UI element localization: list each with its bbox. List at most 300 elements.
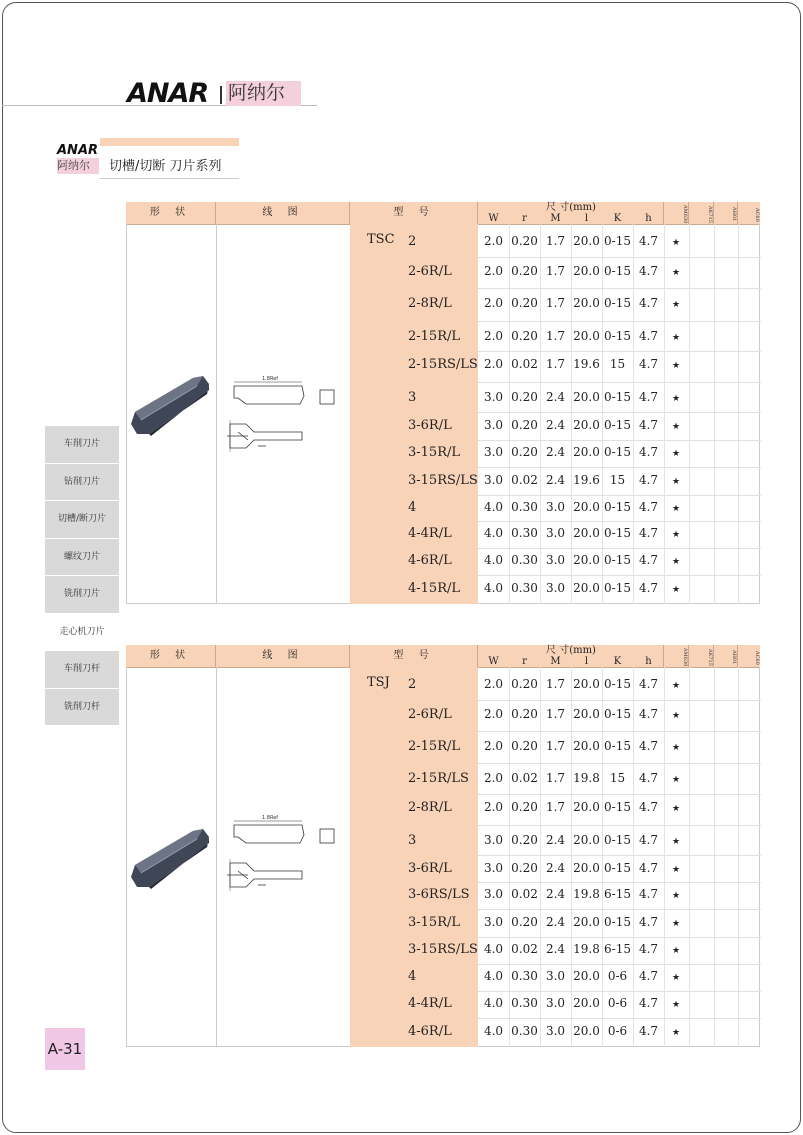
drawing-column [216, 224, 351, 604]
dim-header-r: r [522, 656, 527, 667]
dim-r: 0.20 [511, 296, 538, 310]
model-code: 2-6R/L [408, 707, 452, 722]
row-divider [478, 288, 761, 289]
model-prefix: TSJ [367, 675, 390, 690]
dim-m: 2.4 [545, 833, 566, 847]
dim-k: 0-15 [604, 677, 631, 691]
dim-l: 20.0 [573, 707, 600, 721]
dim-k: 0-15 [604, 915, 631, 929]
dim-h: 4.7 [638, 390, 659, 404]
dim-w: 4.0 [483, 969, 504, 983]
insert-photo [131, 829, 209, 889]
availability-star: ★ [672, 361, 681, 371]
availability-star: ★ [672, 891, 681, 901]
dim-k: 0-15 [604, 500, 631, 514]
dim-k: 0-15 [604, 707, 631, 721]
dim-l: 19.6 [573, 357, 600, 371]
dim-r: 0.30 [511, 581, 538, 595]
dim-m: 1.7 [545, 739, 566, 753]
dim-w: 2.0 [483, 771, 504, 785]
grid-vline [602, 224, 603, 604]
dim-l: 20.0 [573, 526, 600, 540]
series-title: 切槽/切断 刀片系列 [109, 159, 222, 174]
availability-star: ★ [672, 804, 681, 814]
model-code: 3-6R/L [408, 418, 452, 433]
dim-l: 20.0 [573, 833, 600, 847]
grid-vline [540, 667, 541, 1047]
dim-k: 6-15 [604, 942, 631, 956]
grid-vline [509, 224, 510, 604]
model-code: 2 [408, 677, 417, 692]
row-divider [478, 909, 761, 910]
model-code: 2-8R/L [408, 296, 452, 311]
dim-l: 20.0 [573, 861, 600, 875]
dim-w: 3.0 [483, 418, 504, 432]
dim-m: 2.4 [545, 473, 566, 487]
dim-l: 20.0 [573, 500, 600, 514]
dim-h: 4.7 [638, 969, 659, 983]
availability-star: ★ [672, 394, 681, 404]
dim-w: 4.0 [483, 553, 504, 567]
dim-h: 4.7 [638, 996, 659, 1010]
grade-header-ah01: AH01 [713, 202, 737, 224]
dim-l: 19.8 [573, 942, 600, 956]
dim-header-M: M [550, 656, 561, 667]
sidebar-item-1[interactable]: 钻削刀片 [45, 464, 119, 502]
grid-vline [571, 667, 572, 1047]
dim-k: 0-15 [604, 445, 631, 459]
dim-r: 0.20 [511, 833, 538, 847]
dim-l: 20.0 [573, 915, 600, 929]
ref-dimension-label: 1.8Ref [262, 815, 279, 821]
dim-m: 3.0 [545, 500, 566, 514]
dim-h: 4.7 [638, 677, 659, 691]
grade-header-am630: AM630 [663, 645, 688, 667]
availability-star: ★ [672, 477, 681, 487]
dim-m: 1.7 [545, 329, 566, 343]
product-table-tsc [126, 202, 760, 604]
dim-r: 0.30 [511, 1024, 538, 1038]
row-divider [478, 412, 761, 413]
dim-k: 0-15 [604, 234, 631, 248]
dim-k: 0-6 [607, 1024, 628, 1038]
grid-vline [714, 224, 715, 604]
grid-vline [664, 667, 665, 1047]
dim-w: 3.0 [483, 861, 504, 875]
dim-l: 20.0 [573, 418, 600, 432]
availability-star: ★ [672, 333, 681, 343]
row-divider [478, 825, 761, 826]
dim-m: 1.7 [545, 771, 566, 785]
table-header-row [126, 645, 760, 668]
availability-star: ★ [672, 557, 681, 567]
dim-header-l: l [584, 656, 589, 667]
grid-vline [738, 224, 739, 604]
technical-drawing [227, 376, 334, 452]
dim-m: 1.7 [545, 264, 566, 278]
grid-vline [509, 667, 510, 1047]
dim-m: 3.0 [545, 996, 566, 1010]
model-column [350, 667, 478, 1047]
dim-k: 15 [609, 771, 626, 785]
dim-w: 3.0 [483, 887, 504, 901]
dim-r: 0.20 [511, 739, 538, 753]
dim-k: 0-15 [604, 833, 631, 847]
dim-k: 15 [609, 473, 626, 487]
dim-l: 20.0 [573, 553, 600, 567]
dim-header-W: W [488, 656, 499, 667]
dim-header-K: K [613, 213, 622, 224]
grid-vline [664, 224, 665, 604]
sidebar-item-4[interactable]: 铣削刀片 [45, 576, 119, 614]
dim-h: 4.7 [638, 357, 659, 371]
dim-r: 0.30 [511, 500, 538, 514]
model-code: 4-15R/L [408, 581, 461, 596]
dim-m: 2.4 [545, 861, 566, 875]
dim-r: 0.30 [511, 526, 538, 540]
dim-w: 3.0 [483, 390, 504, 404]
banner-stripe [100, 138, 239, 146]
dim-k: 0-6 [607, 996, 628, 1010]
model-code: 2-6R/L [408, 264, 452, 279]
dim-l: 20.0 [573, 800, 600, 814]
dim-r: 0.30 [511, 553, 538, 567]
dim-h: 4.7 [638, 234, 659, 248]
col-header-shape: 形 状 [149, 207, 192, 218]
row-divider [478, 855, 761, 856]
dim-m: 1.7 [545, 296, 566, 310]
availability-star: ★ [672, 837, 681, 847]
dim-header-K: K [613, 656, 622, 667]
availability-star: ★ [672, 585, 681, 595]
dim-r: 0.02 [511, 942, 538, 956]
row-divider [478, 521, 761, 522]
product-table-tsj [126, 645, 760, 1047]
dim-m: 1.7 [545, 234, 566, 248]
model-code: 3 [408, 390, 417, 405]
availability-star: ★ [672, 865, 681, 875]
dim-r: 0.02 [511, 887, 538, 901]
dim-m: 1.7 [545, 357, 566, 371]
dim-w: 4.0 [483, 581, 504, 595]
series-banner [57, 138, 239, 180]
row-divider [478, 763, 761, 764]
availability-star: ★ [672, 449, 681, 459]
dim-m: 3.0 [545, 969, 566, 983]
dim-r: 0.30 [511, 969, 538, 983]
availability-star: ★ [672, 946, 681, 956]
availability-star: ★ [672, 973, 681, 983]
model-code: 3-15RS/LS [408, 942, 478, 957]
model-column [350, 224, 478, 604]
insert-photo [131, 376, 209, 436]
dim-l: 19.8 [573, 887, 600, 901]
dim-h: 4.7 [638, 581, 659, 595]
table-header-row [126, 202, 760, 225]
table-body [126, 667, 760, 1047]
row-divider [478, 1018, 761, 1019]
dim-l: 20.0 [573, 445, 600, 459]
dim-r: 0.20 [511, 677, 538, 691]
dim-k: 0-6 [607, 969, 628, 983]
grade-header-ah01: AH01 [713, 645, 737, 667]
dim-m: 1.7 [545, 800, 566, 814]
dim-k: 0-15 [604, 526, 631, 540]
dim-k: 0-15 [604, 553, 631, 567]
dim-k: 0-15 [604, 581, 631, 595]
dim-r: 0.20 [511, 418, 538, 432]
dim-h: 4.7 [638, 861, 659, 875]
dim-w: 3.0 [483, 915, 504, 929]
row-divider [478, 882, 761, 883]
dim-w: 2.0 [483, 329, 504, 343]
model-code: 4-4R/L [408, 526, 452, 541]
dim-r: 0.02 [511, 473, 538, 487]
row-divider [478, 731, 761, 732]
col-header-dimensions [477, 202, 664, 224]
dim-h: 4.7 [638, 739, 659, 753]
grid-vline [602, 667, 603, 1047]
grid-vline [738, 667, 739, 1047]
dim-r: 0.20 [511, 800, 538, 814]
dim-w: 2.0 [483, 800, 504, 814]
dim-w: 4.0 [483, 526, 504, 540]
sidebar-item-7[interactable]: 铣削刀杆 [45, 689, 119, 727]
dim-m: 1.7 [545, 707, 566, 721]
row-divider [478, 575, 761, 576]
shape-column [127, 667, 217, 1047]
row-divider [478, 440, 761, 441]
dim-k: 0-15 [604, 418, 631, 432]
logo-separator [220, 86, 222, 104]
model-code: 4 [408, 500, 417, 515]
dim-l: 20.0 [573, 1024, 600, 1038]
dim-header-M: M [550, 213, 561, 224]
dim-r: 0.20 [511, 234, 538, 248]
row-divider [478, 991, 761, 992]
insert-image [127, 667, 216, 1047]
dimensions-title: 尺 寸(mm) [546, 645, 596, 656]
dim-l: 19.6 [573, 473, 600, 487]
dim-l: 20.0 [573, 234, 600, 248]
model-code: 3-15R/L [408, 915, 461, 930]
dim-r: 0.20 [511, 329, 538, 343]
availability-star: ★ [672, 681, 681, 691]
row-divider [478, 794, 761, 795]
col-header-model: 型 号 [349, 202, 478, 224]
dim-header-h: h [645, 213, 652, 224]
model-code: 2-15R/L [408, 739, 461, 754]
grid-vline [633, 667, 634, 1047]
grade-header-am630: AM630 [663, 202, 688, 224]
model-code: 3-6RS/LS [408, 887, 470, 902]
dim-r: 0.20 [511, 445, 538, 459]
dim-k: 0-15 [604, 861, 631, 875]
dim-l: 20.0 [573, 390, 600, 404]
dim-header-W: W [488, 213, 499, 224]
dim-r: 0.20 [511, 390, 538, 404]
dim-l: 20.0 [573, 996, 600, 1010]
availability-star: ★ [672, 1000, 681, 1010]
sidebar-item-6[interactable]: 车削刀杆 [45, 651, 119, 689]
row-divider [478, 495, 761, 496]
line-drawing [216, 224, 350, 604]
availability-star: ★ [672, 775, 681, 785]
dim-k: 0-15 [604, 296, 631, 310]
model-prefix: TSC [367, 232, 395, 247]
technical-drawing [227, 815, 334, 891]
dim-h: 4.7 [638, 553, 659, 567]
dim-l: 20.0 [573, 296, 600, 310]
row-divider [478, 351, 761, 352]
dim-k: 0-15 [604, 800, 631, 814]
table-body [126, 224, 760, 604]
row-divider [478, 937, 761, 938]
dim-h: 4.7 [638, 771, 659, 785]
dim-header-h: h [645, 656, 652, 667]
dim-w: 4.0 [483, 1024, 504, 1038]
dim-k: 6-15 [604, 887, 631, 901]
dim-r: 0.20 [511, 264, 538, 278]
dim-r: 0.20 [511, 861, 538, 875]
dim-m: 2.4 [545, 445, 566, 459]
dim-h: 4.7 [638, 264, 659, 278]
availability-star: ★ [672, 1028, 681, 1038]
dim-l: 20.0 [573, 739, 600, 753]
dim-k: 0-15 [604, 264, 631, 278]
model-code: 3-15RS/LS [408, 473, 478, 488]
dimensions-title: 尺 寸(mm) [546, 202, 596, 213]
dim-h: 4.7 [638, 1024, 659, 1038]
dim-m: 2.4 [545, 887, 566, 901]
dim-w: 2.0 [483, 739, 504, 753]
grade-header-ak715: AK715 [688, 645, 713, 667]
dim-header-r: r [522, 213, 527, 224]
grade-header-ac60: AC60 [737, 645, 760, 667]
model-code: 4 [408, 969, 417, 984]
dim-h: 4.7 [638, 887, 659, 901]
dim-m: 2.4 [545, 942, 566, 956]
dim-l: 19.8 [573, 771, 600, 785]
shape-column [127, 224, 217, 604]
dim-r: 0.20 [511, 707, 538, 721]
dim-h: 4.7 [638, 296, 659, 310]
dim-m: 2.4 [545, 418, 566, 432]
dim-w: 2.0 [483, 264, 504, 278]
dim-w: 2.0 [483, 357, 504, 371]
insert-image [127, 224, 216, 604]
dim-w: 2.0 [483, 707, 504, 721]
model-code: 2-8R/L [408, 800, 452, 815]
col-header-drawing: 线 图 [215, 645, 350, 667]
grade-header-ak715: AK715 [688, 202, 713, 224]
availability-star: ★ [672, 268, 681, 278]
row-divider [478, 467, 761, 468]
grid-vline [633, 224, 634, 604]
dim-r: 0.02 [511, 357, 538, 371]
dim-h: 4.7 [638, 942, 659, 956]
model-code: 4-4R/L [408, 996, 452, 1011]
line-drawing [216, 667, 350, 1047]
grid-vline [540, 224, 541, 604]
dim-m: 2.4 [545, 390, 566, 404]
drawing-column [216, 667, 351, 1047]
availability-star: ★ [672, 743, 681, 753]
row-divider [478, 964, 761, 965]
dim-m: 3.0 [545, 526, 566, 540]
dim-w: 4.0 [483, 500, 504, 514]
dim-m: 3.0 [545, 581, 566, 595]
dim-k: 15 [609, 357, 626, 371]
dim-l: 20.0 [573, 264, 600, 278]
grid-vline [571, 224, 572, 604]
grid-vline [689, 667, 690, 1047]
dim-w: 2.0 [483, 677, 504, 691]
dim-h: 4.7 [638, 526, 659, 540]
brand-name-cn: 阿纳尔 [226, 81, 301, 106]
availability-star: ★ [672, 422, 681, 432]
ref-dimension-label: 1.8Ref [262, 376, 279, 382]
dim-m: 3.0 [545, 1024, 566, 1038]
sidebar-item-5[interactable]: 走心机刀片 [45, 614, 119, 652]
dim-h: 4.7 [638, 418, 659, 432]
grid-vline [689, 224, 690, 604]
model-code: 3-6R/L [408, 861, 452, 876]
dim-h: 4.7 [638, 473, 659, 487]
availability-star: ★ [672, 504, 681, 514]
model-code: 2 [408, 234, 417, 249]
dim-h: 4.7 [638, 707, 659, 721]
col-header-model: 型 号 [349, 645, 478, 667]
row-divider [478, 382, 761, 383]
dim-m: 2.4 [545, 915, 566, 929]
dim-l: 20.0 [573, 581, 600, 595]
dim-l: 20.0 [573, 969, 600, 983]
col-header-drawing: 线 图 [215, 202, 350, 224]
dim-h: 4.7 [638, 800, 659, 814]
sidebar-item-3[interactable]: 螺纹刀片 [45, 539, 119, 577]
dim-w: 3.0 [483, 833, 504, 847]
series-logo: ANAR [57, 143, 99, 158]
dim-h: 4.7 [638, 329, 659, 343]
dim-w: 4.0 [483, 996, 504, 1010]
category-sidebar [45, 426, 119, 726]
availability-star: ★ [672, 530, 681, 540]
dim-header-l: l [584, 213, 589, 224]
brand-logo: ANAR [127, 78, 209, 109]
row-divider [478, 548, 761, 549]
dim-w: 2.0 [483, 296, 504, 310]
model-code: 3 [408, 833, 417, 848]
model-code: 4-6R/L [408, 1024, 452, 1039]
row-divider [478, 257, 761, 258]
model-code: 3-15R/L [408, 445, 461, 460]
dim-l: 20.0 [573, 329, 600, 343]
availability-star: ★ [672, 711, 681, 721]
grade-header-ac60: AC60 [737, 202, 760, 224]
banner-underline [100, 178, 239, 179]
dim-r: 0.20 [511, 915, 538, 929]
dim-m: 3.0 [545, 553, 566, 567]
dim-k: 0-15 [604, 390, 631, 404]
dim-r: 0.02 [511, 771, 538, 785]
dim-l: 20.0 [573, 677, 600, 691]
sidebar-item-2[interactable]: 切槽/断刀片 [45, 501, 119, 539]
sidebar-item-0[interactable]: 车削刀片 [45, 426, 119, 464]
model-code: 2-15R/L [408, 329, 461, 344]
page-number-badge: A-31 [45, 1028, 85, 1070]
row-divider [478, 321, 761, 322]
